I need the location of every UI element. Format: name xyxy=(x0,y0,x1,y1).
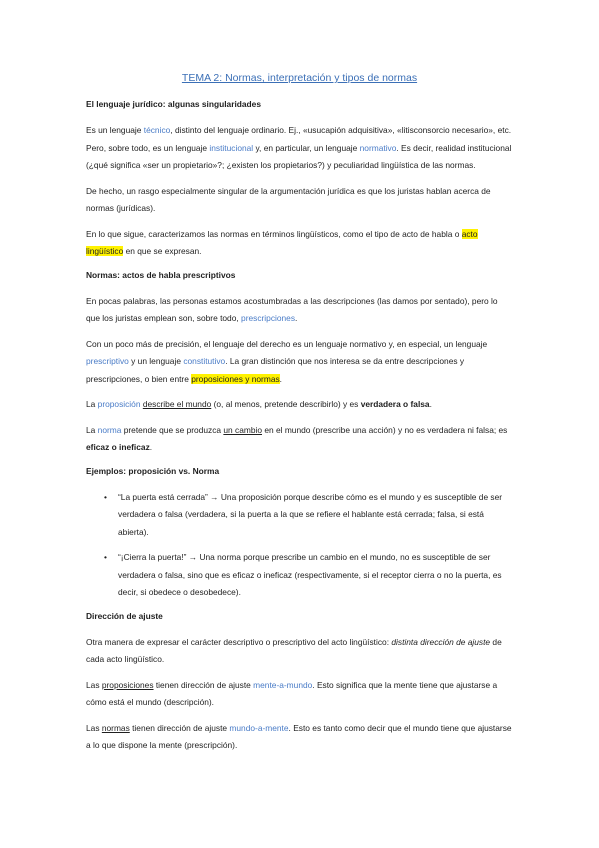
term: mente-a-mundo xyxy=(253,679,313,690)
term: normativo xyxy=(359,142,397,153)
paragraph: En lo que sigue, caracterizamos las normas en términos lingüísticos, como el tipo de acto de habla o acto lingüístico en que se expresan. xyxy=(86,228,478,256)
paragraph: Las proposiciones tienen dirección de ajuste mente-a-mundo. Esto significa que la mente tiene que ajustarse a cómo está el mundo (descripción). xyxy=(86,679,498,707)
underlined-text: proposiciones xyxy=(101,679,154,690)
bold-text: eficaz o ineficaz xyxy=(86,442,150,452)
underlined-text: describe el mundo xyxy=(142,399,212,409)
list-item: • “La puerta está cerrada” → Una proposición porque describe cómo es el mundo y es susceptible de ser verdadera o falsa (verdadera, si la puerta a la que se refiere el hablante está cerrada; falsa, si está abierta). xyxy=(118,489,513,542)
bold-text: verdadera o falsa xyxy=(360,399,430,409)
term: prescriptivo xyxy=(86,356,129,366)
paragraph: La norma pretende que se produzca un cambio en el mundo (prescribe una acción) y no es verdadera ni falsa; es eficaz o ineficaz. xyxy=(86,424,508,452)
document-title: TEMA 2: Normas, interpretación y tipos de normas xyxy=(181,72,418,84)
bullet-icon: • xyxy=(104,491,107,502)
section-heading-normas: Normas: actos de habla prescriptivos xyxy=(86,269,236,280)
example-list xyxy=(86,489,513,602)
paragraph: Es un lenguaje técnico, distinto del lenguaje ordinario. Ej., «usucapión adquisitiva», «litisconsorcio necesario», etc. Pero, sobre todo, es un lenguaje institucional y, en particular, un lenguaje normativo. Es decir, realidad institucional (¿qué significa «ser un propietario»?; ¿existen los propietarios?) y peculiaridad lingüística de las normas. xyxy=(86,125,512,170)
underlined-text: un cambio xyxy=(223,424,263,435)
highlighted-text: acto lingüístico xyxy=(86,228,478,256)
term: institucional xyxy=(209,142,254,153)
paragraph: En pocas palabras, las personas estamos acostumbradas a las descripciones (las damos por sentado), pero lo que los juristas emplean son, sobre todo, prescripciones. xyxy=(86,295,498,323)
term: proposición xyxy=(97,399,141,409)
paragraph: Otra manera de expresar el carácter descriptivo o prescriptivo del acto lingüístico: distinta dirección de ajuste de cada acto lingüístico. xyxy=(86,636,502,664)
term: prescripciones xyxy=(241,313,296,323)
italic-text: distinta dirección de ajuste xyxy=(391,636,491,647)
bullet-icon: • xyxy=(104,552,107,562)
section-heading-ejemplos: Ejemplos: proposición vs. Norma xyxy=(86,465,220,476)
section-heading-direccion-ajuste: Dirección de ajuste xyxy=(86,610,163,621)
term: constitutivo xyxy=(183,356,226,366)
term: norma xyxy=(97,424,122,435)
paragraph: Con un poco más de precisión, el lenguaje del derecho es un lenguaje normativo y, en especial, un lenguaje prescriptivo y un lenguaje constitutivo. La gran distinción que nos interesa se da entre descripciones y prescripciones, o bien entre proposiciones y normas. xyxy=(86,338,488,384)
list-item: • “¡Cierra la puerta!” → Una norma porque prescribe un cambio en el mundo, no es susceptible de ser verdadera o falsa, sino que es eficaz o ineficaz (respectivamente, si el receptor cierra o no la puerta, es decir, si obedece o desobedece). xyxy=(118,549,513,602)
section-heading-lenguaje-juridico: El lenguaje jurídico: algunas singularidades xyxy=(86,99,261,109)
underlined-text: normas xyxy=(101,722,130,733)
paragraph: La proposición describe el mundo (o, al menos, pretende describirlo) y es verdadera o falsa. xyxy=(86,399,432,409)
paragraph: Las normas tienen dirección de ajuste mundo-a-mente. Esto es tanto como decir que el mundo tiene que ajustarse a lo que dispone la mente (prescripción). xyxy=(86,722,512,750)
term: mundo-a-mente xyxy=(229,722,289,733)
paragraph: De hecho, un rasgo especialmente singular de la argumentación jurídica es que los juristas hablan acerca de normas (jurídicas). xyxy=(86,185,491,213)
highlighted-text: proposiciones y normas xyxy=(191,373,280,384)
term: técnico xyxy=(143,125,171,135)
